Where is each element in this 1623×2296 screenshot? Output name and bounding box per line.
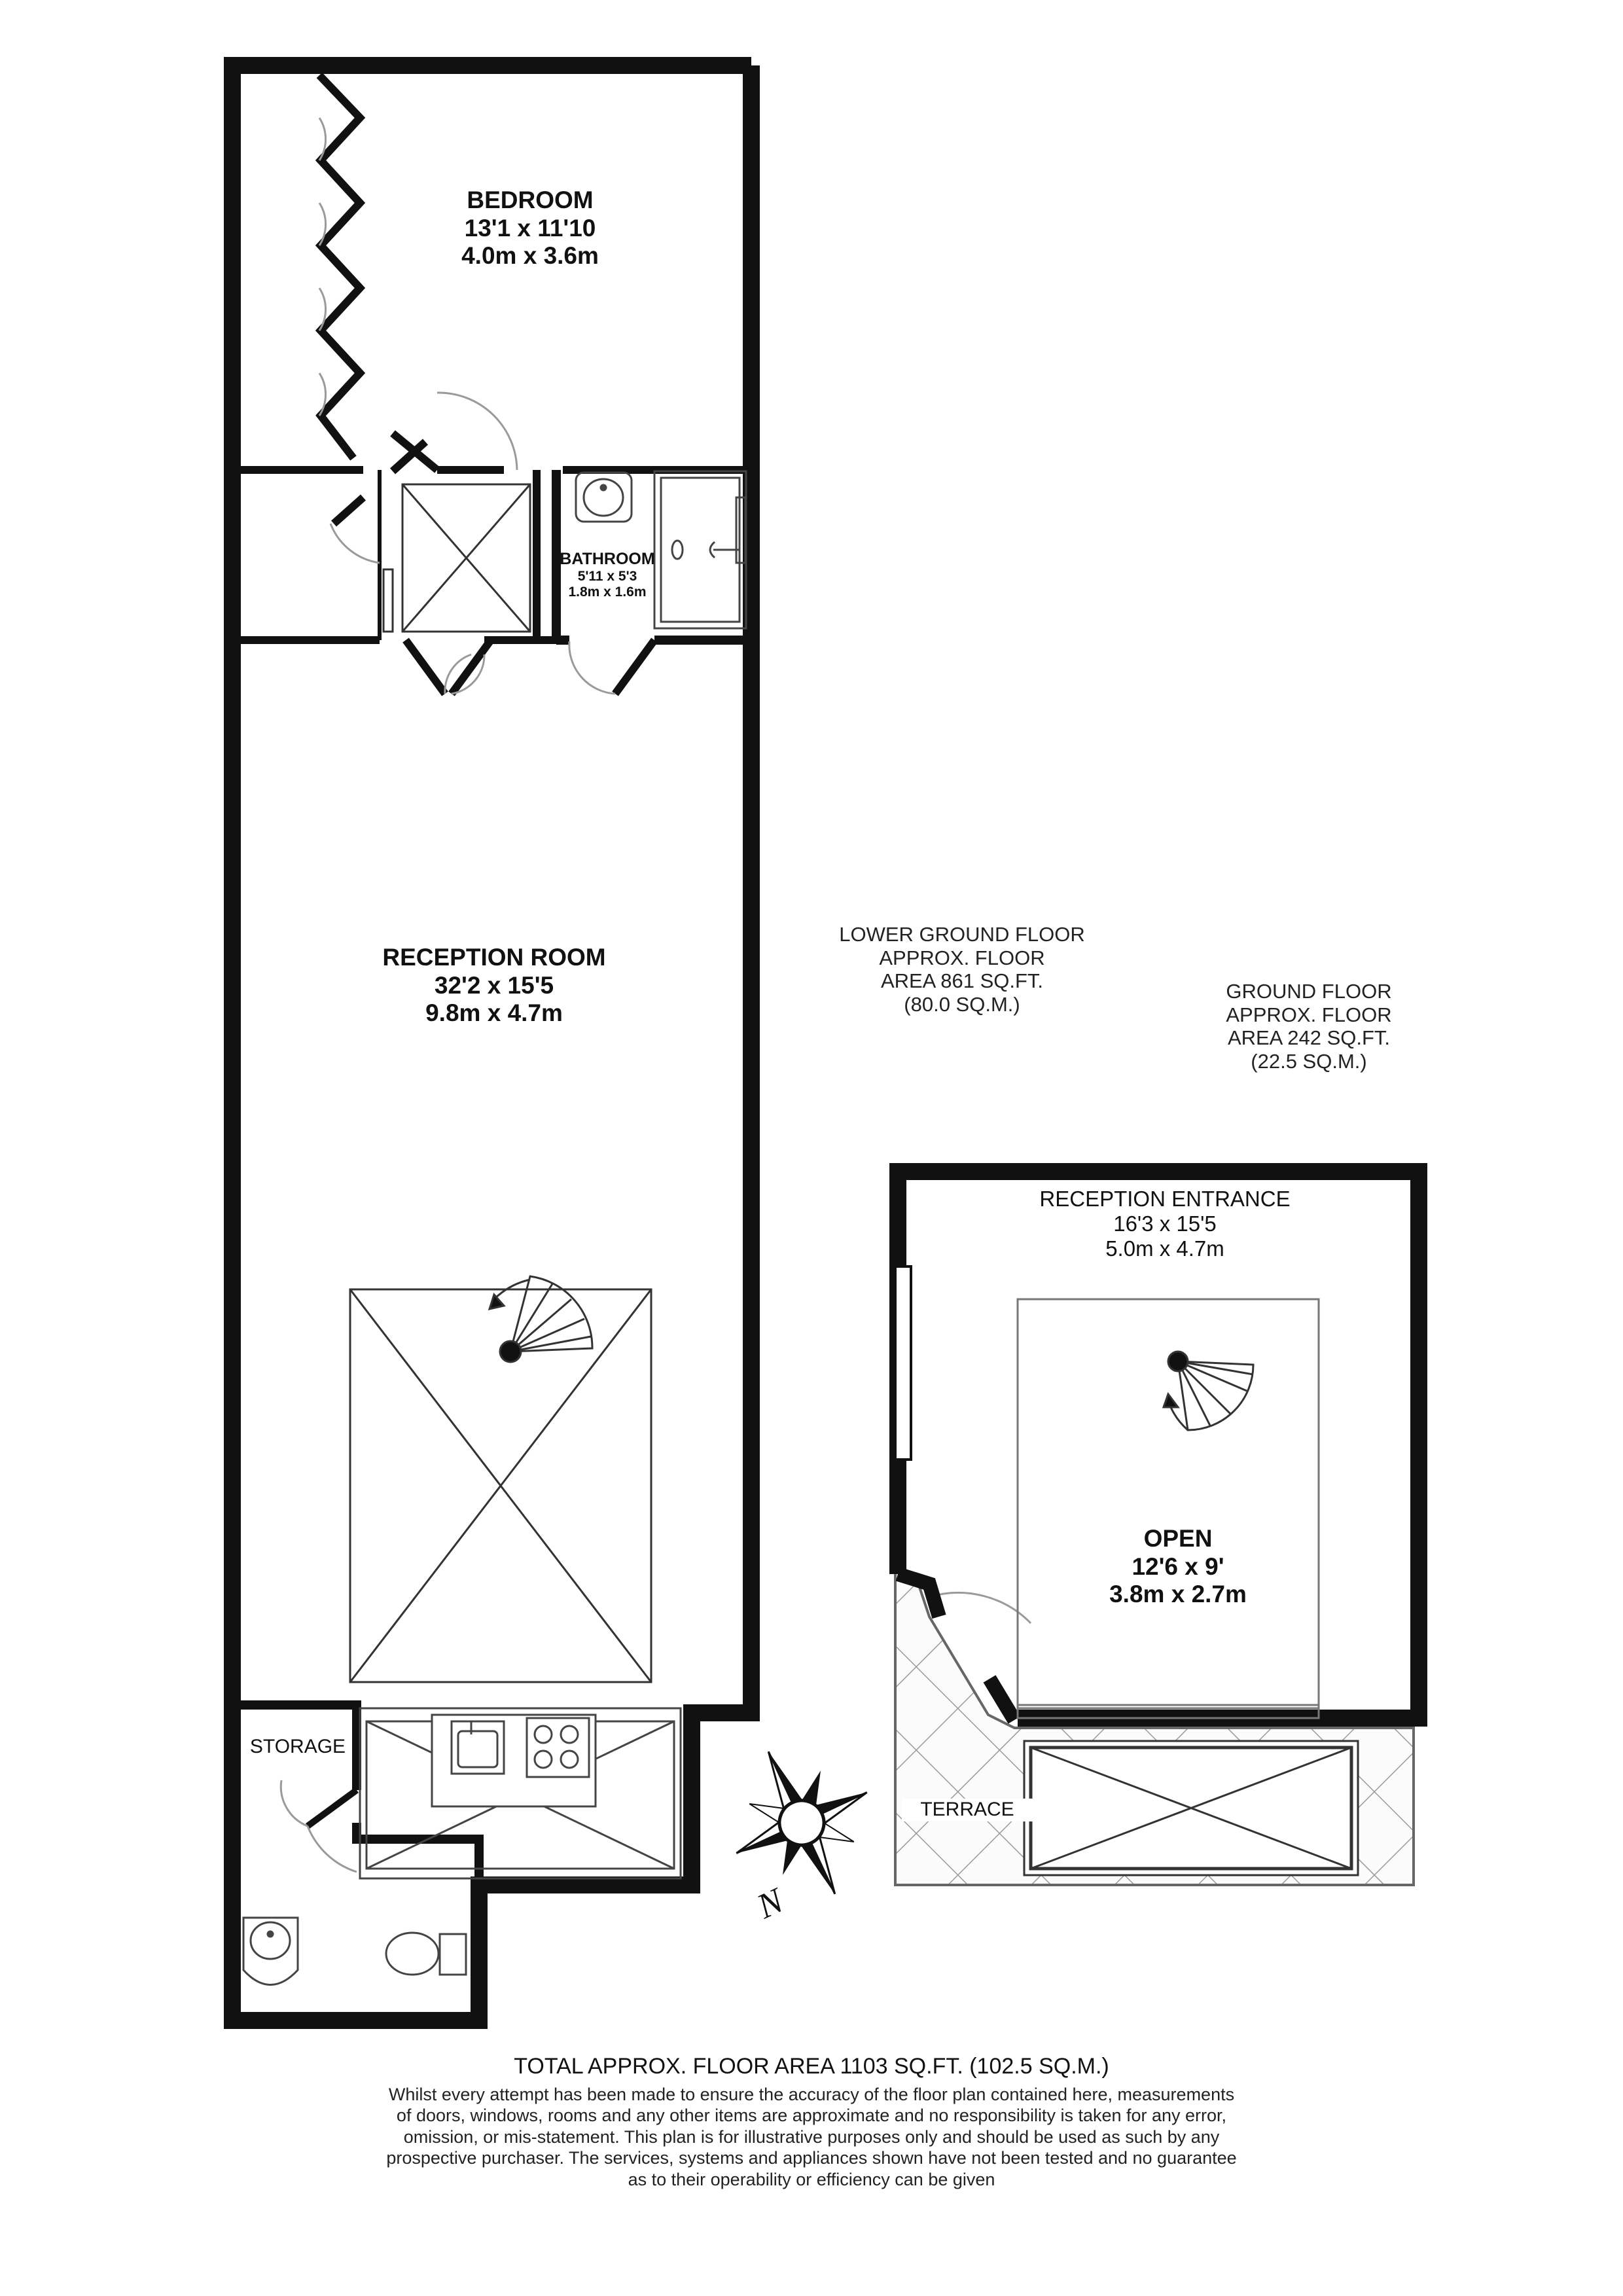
- wc-fixtures: [243, 1918, 466, 1985]
- bedroom-label: [412, 187, 648, 270]
- reception-entrance-metric: 5.0m x 4.7m: [1105, 1236, 1224, 1261]
- storage-label: STORAGE: [249, 1736, 346, 1757]
- reception-room-name: RECEPTION ROOM: [382, 944, 606, 971]
- lower-ground-area-label: [785, 923, 1139, 1016]
- ground-line4: (22.5 SQ.M.): [1251, 1049, 1367, 1073]
- disclaimer-line: prospective purchaser. The services, systems and appliances shown have not been tested and no guarantee: [386, 2148, 1237, 2168]
- reception-entrance-name: RECEPTION ENTRANCE: [1039, 1187, 1291, 1211]
- bedroom-metric: 4.0m x 3.6m: [461, 242, 599, 270]
- reception-room-metric: 9.8m x 4.7m: [425, 999, 563, 1027]
- ground-line2: APPROX. FLOOR: [1226, 1003, 1392, 1026]
- disclaimer: [223, 2084, 1400, 2190]
- compass-icon: [704, 1721, 901, 1924]
- total-area: TOTAL APPROX. FLOOR AREA 1103 SQ.FT. (102.5 SQ.M.): [514, 2054, 1109, 2079]
- bathroom-label: [555, 550, 660, 600]
- bathroom-imperial: 5'11 x 5'3: [577, 568, 637, 584]
- bathroom-metric: 1.8m x 1.6m: [568, 584, 647, 600]
- reception-room-label: [327, 944, 661, 1028]
- ground-line1: GROUND FLOOR: [1226, 980, 1392, 1003]
- open-metric: 3.8m x 2.7m: [1109, 1581, 1247, 1608]
- bathroom-name: BATHROOM: [560, 550, 655, 568]
- disclaimer-line: as to their operability or efficiency can be given: [628, 2169, 995, 2189]
- open-imperial: 12'6 x 9': [1132, 1552, 1224, 1580]
- reception-entrance-imperial: 16'3 x 15'5: [1113, 1211, 1217, 1236]
- reception-room-imperial: 32'2 x 15'5: [434, 971, 554, 999]
- disclaimer-line: of doors, windows, rooms and any other items are approximate and no responsibility is taken for any error,: [396, 2106, 1227, 2126]
- lower-ground-line1: LOWER GROUND FLOOR: [839, 923, 1085, 946]
- terrace-skylight: [1024, 1741, 1358, 1875]
- open-label: [1041, 1525, 1315, 1609]
- spiral-stair-ground: [1164, 1352, 1253, 1430]
- lower-ground-line3: AREA 861 SQ.FT.: [880, 969, 1044, 993]
- compass-north-label: N: [751, 1880, 789, 1926]
- disclaimer-line: Whilst every attempt has been made to ensure the accuracy of the floor plan contained here, measurements: [388, 2085, 1235, 2104]
- lower-ground-line4: (80.0 SQ.M.): [904, 992, 1020, 1016]
- reception-entrance-label: [982, 1187, 1348, 1261]
- kitchen-fixtures: [360, 1708, 681, 1878]
- terrace-label: TERRACE: [902, 1799, 1033, 1821]
- corridor-skylight: [383, 484, 530, 632]
- ground-area-label: [1178, 980, 1440, 1073]
- lower-ground-line2: APPROX. FLOOR: [879, 946, 1045, 969]
- bedroom-name: BEDROOM: [467, 187, 594, 213]
- disclaimer-line: omission, or mis-statement. This plan is for illustrative purposes only and should be used as such by any: [403, 2126, 1220, 2147]
- open-name: OPEN: [1143, 1525, 1213, 1552]
- bedroom-imperial: 13'1 x 11'10: [464, 214, 596, 242]
- ground-line3: AREA 242 SQ.FT.: [1227, 1026, 1391, 1050]
